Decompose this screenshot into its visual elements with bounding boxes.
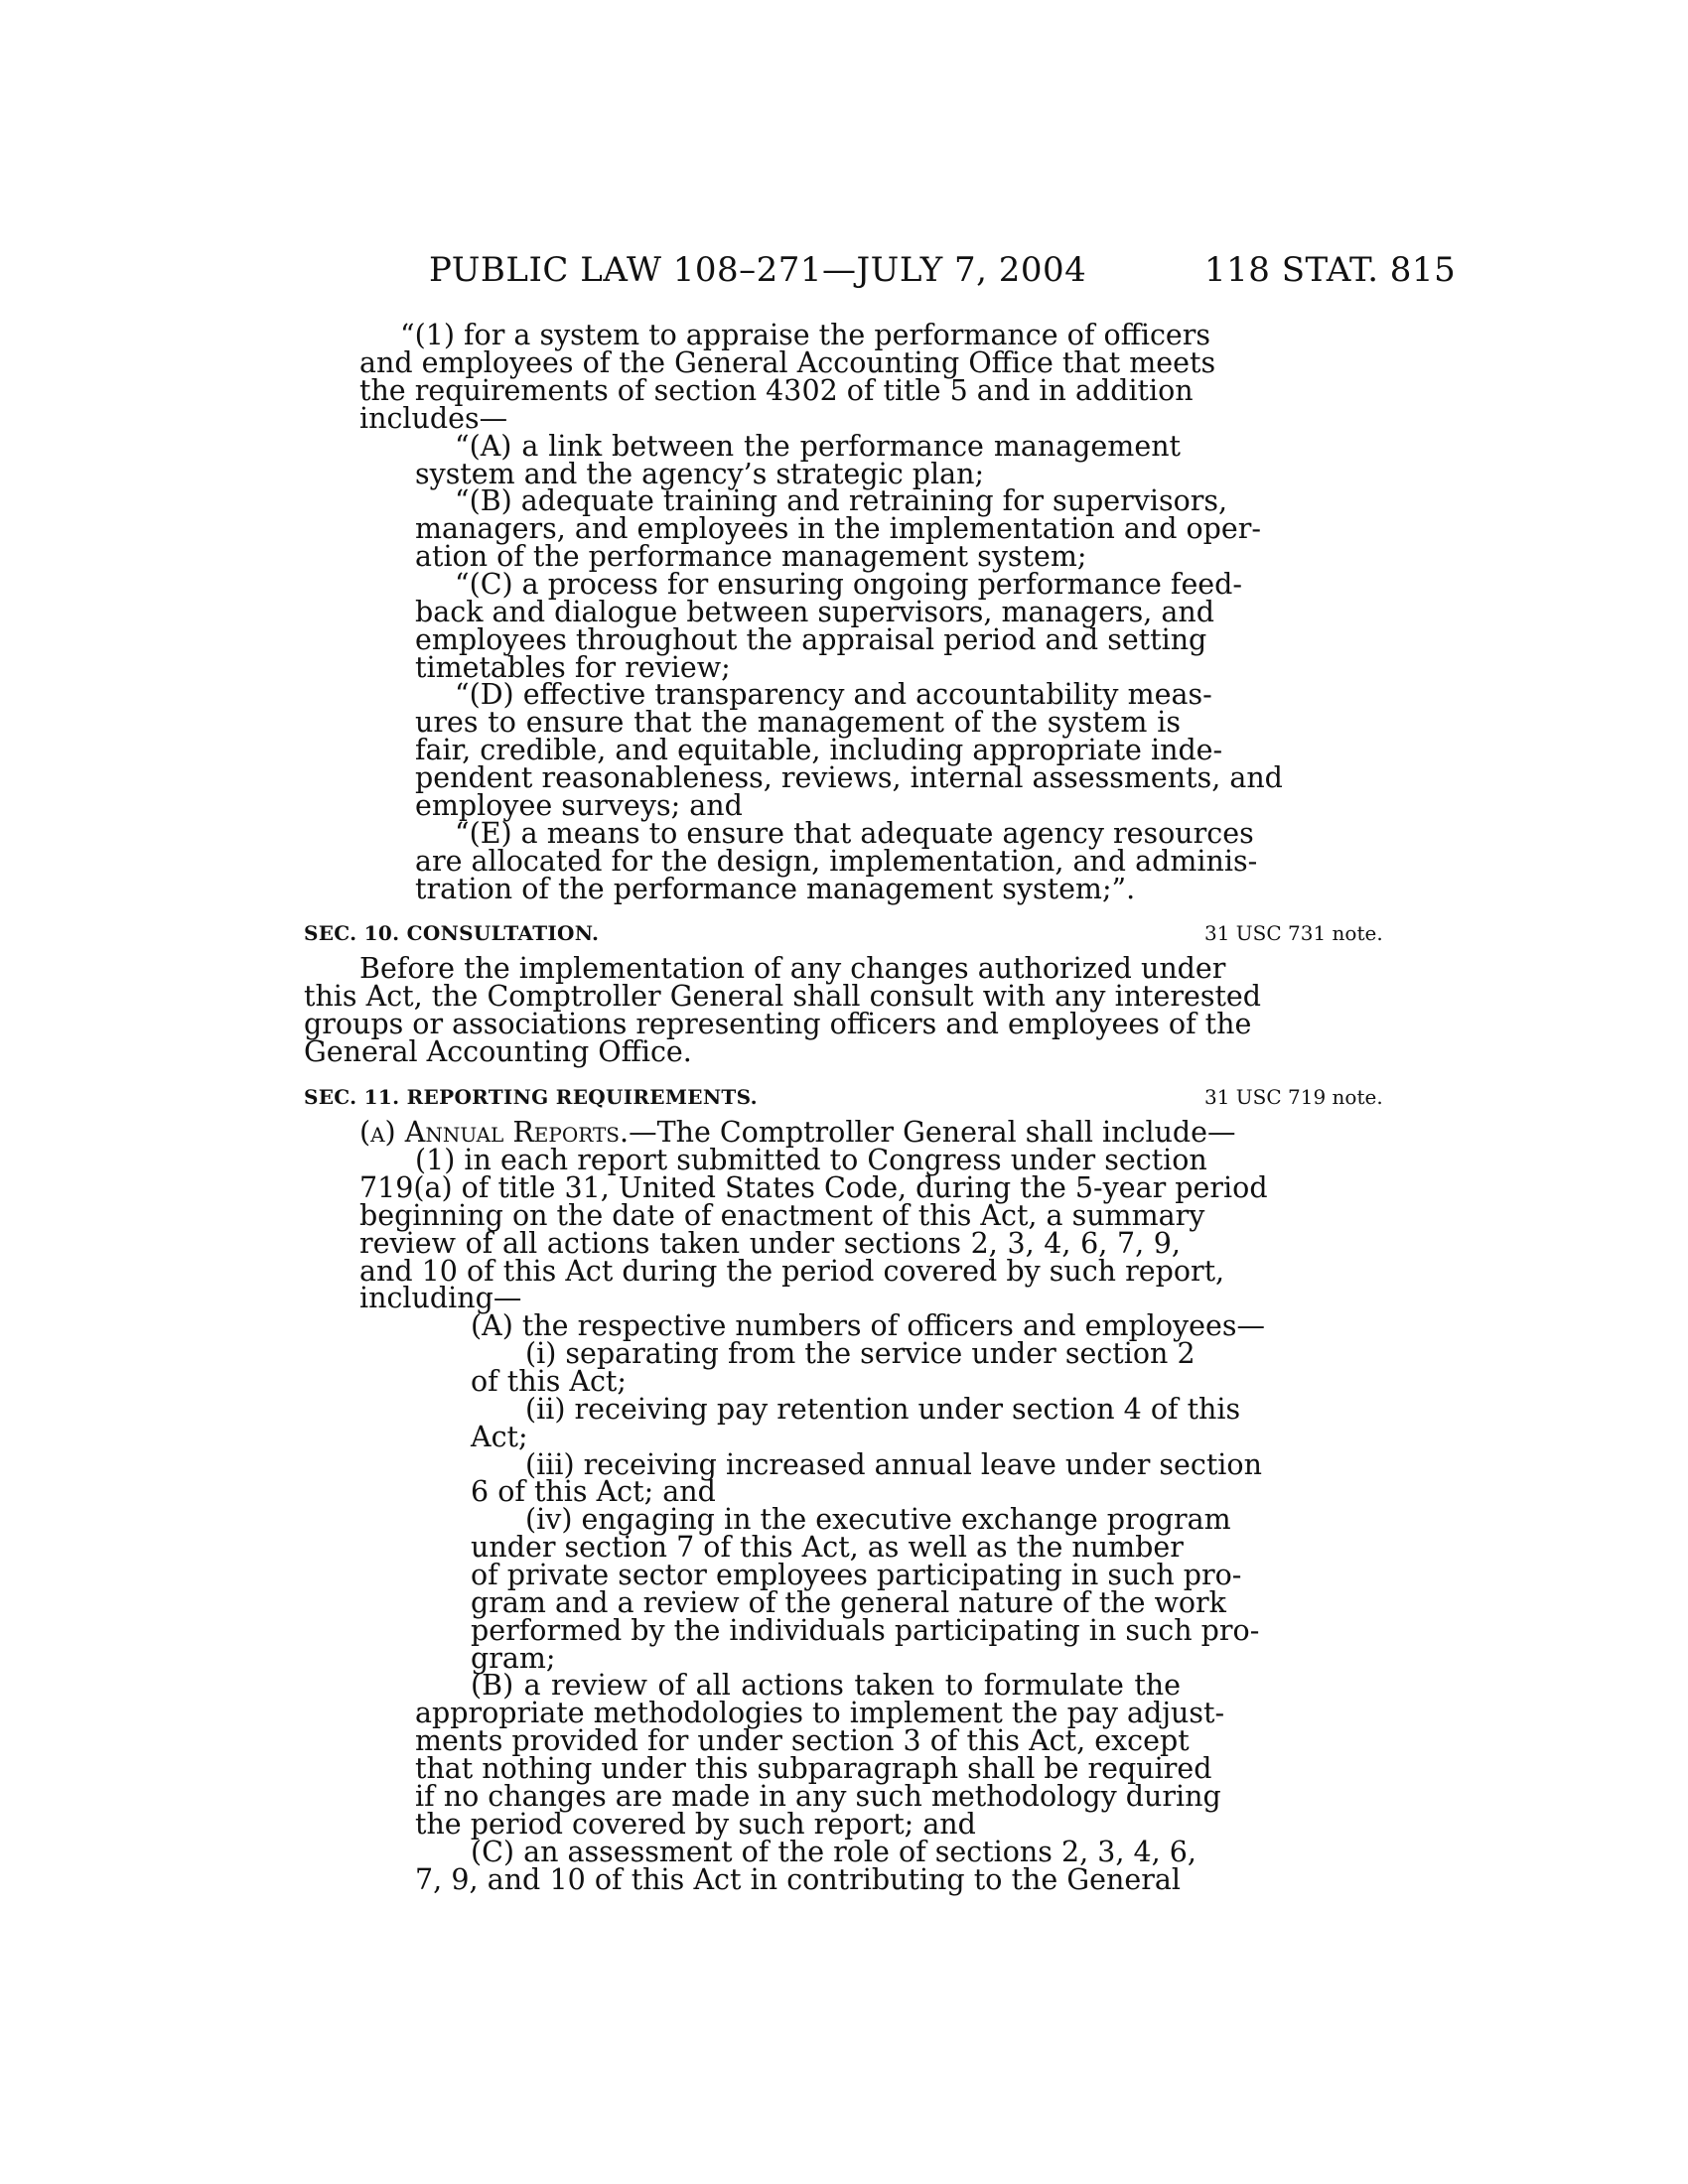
text-line: ation of the performance management system; [415,540,1087,573]
text-line: and employees of the General Accounting Office that meets [359,346,1216,379]
text-line: managers, and employees in the implementation and oper- [415,512,1262,545]
text-line: tration of the performance management system;”. [415,873,1136,905]
text-line: ments provided for under section 3 of this Act, except [415,1724,1190,1757]
text-line: includes— [359,402,508,435]
text-line: appropriate methodologies to implement the pay adjust- [415,1697,1225,1729]
text-line: 7, 9, and 10 of this Act in contributing to the General [415,1863,1181,1896]
text-line: “(1) for a system to appraise the performance of officers [400,319,1211,351]
text-line: under section 7 of this Act, as well as the number [471,1531,1184,1564]
text-line: performed by the individuals participating in such pro- [471,1614,1260,1647]
text-line: “(E) a means to ensure that adequate agency resources [455,817,1254,850]
margin-citation: 31 USC 719 note. [1204,1085,1383,1109]
page-number: 118 STAT. 815 [1204,250,1457,290]
text-line: beginning on the date of enactment of this Act, a summary [359,1199,1205,1232]
text-line: system and the agency’s strategic plan; [415,458,985,490]
text-line: and 10 of this Act during the period covered by such report, [359,1255,1225,1288]
text-line: employees throughout the appraisal period and setting [415,623,1207,656]
text-line: (B) a review of all actions taken to formulate the [471,1669,1181,1702]
text-line: this Act, the Comptroller General shall consult with any interested [304,980,1262,1013]
text-line: “(C) a process for ensuring ongoing performance feed- [455,568,1243,601]
text-line: ures to ensure that the management of the system is [415,706,1181,739]
text-line: (iv) engaging in the executive exchange program [525,1503,1231,1536]
text-line: “(A) a link between the performance management [455,430,1181,463]
text-line: of this Act; [471,1365,627,1398]
text-line: (1) in each report submitted to Congress under section [415,1144,1207,1176]
text-line: (C) an assessment of the role of sections 2, 3, 4, 6, [471,1836,1196,1868]
text-line: (iii) receiving increased annual leave under section [525,1448,1262,1481]
text-line: timetables for review; [415,651,731,684]
text-line: pendent reasonableness, reviews, internal assessments, and [415,761,1283,794]
text-line: Before the implementation of any changes authorized under [359,952,1226,985]
margin-citation: 31 USC 731 note. [1204,921,1383,945]
section-heading: SEC. 10. CONSULTATION. [304,921,600,945]
text-line: groups or associations representing officers and employees of the [304,1008,1252,1040]
section-heading: SEC. 11. REPORTING REQUIREMENTS. [304,1085,758,1109]
subsection-label: (a) Annual Reports. [359,1116,630,1149]
running-header-title: PUBLIC LAW 108–271—JULY 7, 2004 [429,250,1087,290]
text-line: 6 of this Act; and [471,1475,716,1508]
text-line: Act; [471,1421,528,1453]
text-line: including— [359,1282,522,1314]
text-line: gram; [471,1642,556,1675]
text-line: fair, credible, and equitable, including appropriate inde- [415,734,1223,766]
text-line: review of all actions taken under sections 2, 3, 4, 6, 7, 9, [359,1227,1181,1260]
text-line: the requirements of section 4302 of title 5 and in addition [359,374,1194,407]
text-line: (A) the respective numbers of officers and employees— [471,1309,1265,1342]
text-line: 719(a) of title 31, United States Code, during the 5-year period [359,1171,1268,1204]
text-line: of private sector employees participating in such pro- [471,1559,1242,1591]
text-line: back and dialogue between supervisors, managers, and [415,596,1214,628]
text-line: the period covered by such report; and [415,1808,976,1841]
text-line: that nothing under this subparagraph shall be required [415,1752,1212,1785]
text-run: —The Comptroller General shall include— [629,1116,1236,1149]
text-line: employee surveys; and [415,789,743,822]
text-line [359,1116,1236,1149]
text-line: (ii) receiving pay retention under section 4 of this [525,1393,1241,1426]
text-line: (i) separating from the service under section 2 [525,1337,1196,1370]
text-line: gram and a review of the general nature of the work [471,1586,1226,1619]
text-line: General Accounting Office. [304,1035,692,1068]
text-line: “(B) adequate training and retraining for supervisors, [455,484,1228,517]
text-line: “(D) effective transparency and accountability meas- [455,678,1212,711]
text-line: are allocated for the design, implementation, and adminis- [415,845,1258,878]
text-line: if no changes are made in any such methodology during [415,1780,1221,1813]
